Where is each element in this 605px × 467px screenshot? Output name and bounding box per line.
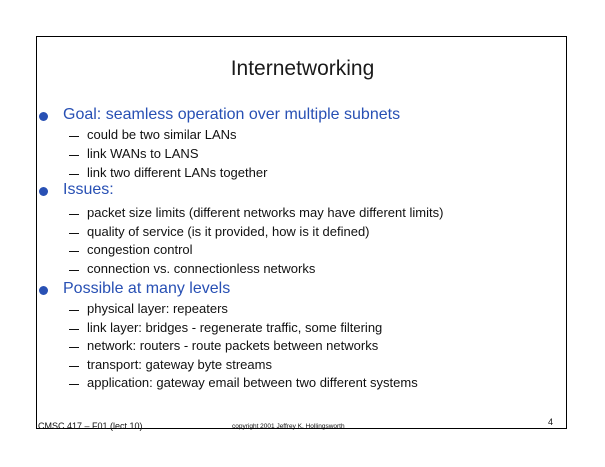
dash-icon — [69, 251, 79, 252]
dash-icon — [69, 155, 79, 156]
section-heading-levels: Possible at many levels — [63, 280, 231, 297]
list-item: could be two similar LANs — [87, 127, 237, 142]
dash-icon — [69, 174, 79, 175]
dash-icon — [69, 366, 79, 367]
section-heading-issues: Issues: — [63, 181, 114, 198]
list-item: application: gateway email between two different systems — [87, 375, 418, 390]
list-item: transport: gateway byte streams — [87, 357, 272, 372]
bullet-icon — [39, 187, 48, 196]
page-number: 4 — [548, 417, 554, 427]
list-item: packet size limits (different networks may have different limits) — [87, 205, 444, 220]
list-item: physical layer: repeaters — [87, 301, 228, 316]
dash-icon — [69, 329, 79, 330]
dash-icon — [69, 233, 79, 234]
list-item: connection vs. connectionless networks — [87, 261, 316, 276]
dash-icon — [69, 136, 79, 137]
dash-icon — [69, 270, 79, 271]
dash-icon — [69, 310, 79, 311]
list-item: quality of service (is it provided, how is it defined) — [87, 224, 370, 239]
list-item: congestion control — [87, 242, 193, 257]
footer-copyright: copyright 2001 Jeffrey K. Hollingsworth — [232, 423, 345, 430]
list-item: network: routers - route packets between networks — [87, 338, 379, 353]
list-item: link two different LANs together — [87, 165, 268, 180]
dash-icon — [69, 384, 79, 385]
bullet-icon — [39, 112, 48, 121]
bullet-icon — [39, 286, 48, 295]
dash-icon — [69, 347, 79, 348]
footer-course: CMSC 417 – F01 (lect 10) — [38, 421, 143, 431]
slide-title: Internetworking — [230, 57, 375, 80]
list-item: link WANs to LANS — [87, 146, 199, 161]
list-item: link layer: bridges - regenerate traffic, some filtering — [87, 320, 383, 335]
section-heading-goal: Goal: seamless operation over multiple subnets — [63, 106, 401, 123]
dash-icon — [69, 214, 79, 215]
